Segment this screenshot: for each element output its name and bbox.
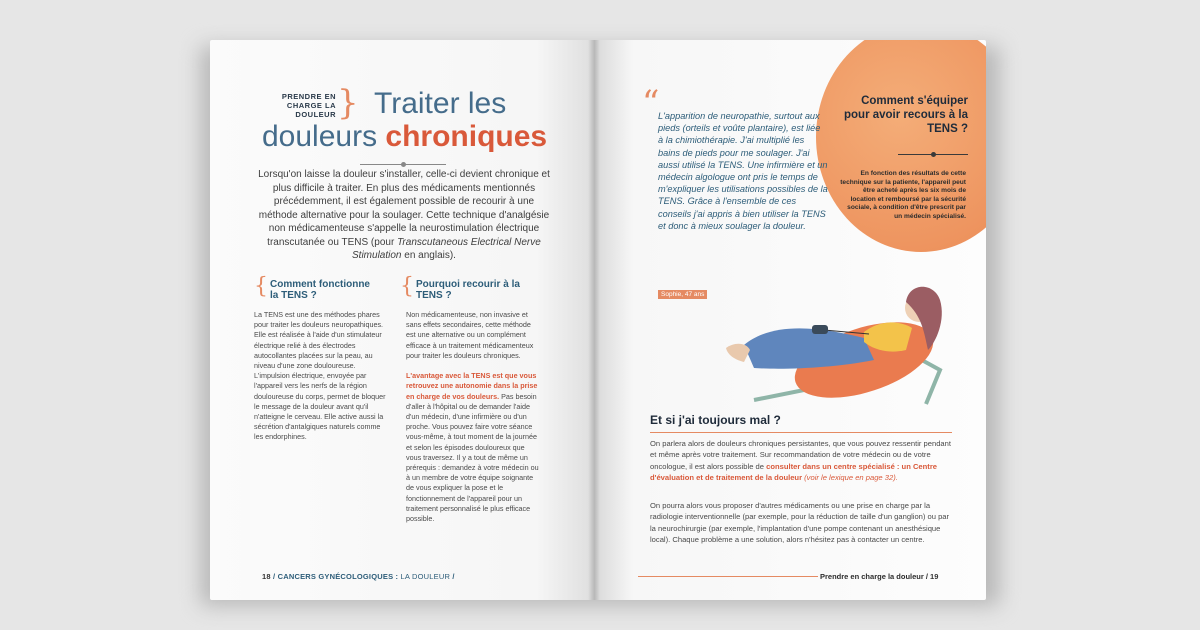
right-footer: Prendre en charge la douleur / 19 <box>820 572 939 581</box>
col1-heading: Comment fonctionne la TENS ? <box>270 279 370 301</box>
left-footer: 18 / CANCERS GYNÉCOLOGIQUES : LA DOULEUR / <box>262 572 455 581</box>
feet <box>726 344 750 362</box>
book-spine <box>588 40 600 600</box>
section-heading: Et si j'ai toujours mal ? <box>650 413 781 427</box>
testimonial-author: Sophie, 47 ans <box>658 290 707 299</box>
col2-text: Non médicamenteuse, non invasive et sans effets secondaires, cette méthode est une alternative ou un complément efficace à un traitement médicamenteux pour traiter les douleurs chroniques. L'avantage avec la TENS est que vous retrouvez une autonomie dans la prise en charge de vos douleurs. Pas besoin d'aller à l'hôpital ou de demander l'aide d'un médecin, d'une infirmière ou d'un proche. Vous pouvez faire votre séance vous-même, à tout moment de la journée et selon les épisodes douloureux que vous traversez. Il y a tout de même un prérequis : demandez à votre médecin ou à un membre de votre équipe soignante de vous expliquer la pose et le fonctionnement de l'appareil pour un traitement personnalisé le plus efficace possible. <box>406 310 539 524</box>
left-page <box>210 40 594 600</box>
intro-paragraph: Lorsqu'on laisse la douleur s'installer, celle-ci devient chronique et plus difficile à traiter. En plus des médicaments mentionnés précédemment, il est également possible de recourir à une méthode alternative pour la soulager. Cette technique d'analgésie non médicamenteuse s'appelle la neurostimulation électrique transcutanée ou TENS (pour Transcutaneous Electrical Nerve Stimulation en anglais). <box>258 169 550 261</box>
page-title-line2: douleurs chroniques <box>262 120 548 153</box>
col2-heading: Pourquoi recourir à la TENS ? <box>416 279 520 301</box>
page-title-line1: Traiter les <box>374 87 507 120</box>
info-box-divider <box>898 154 968 155</box>
section-paragraph-2: On pourra alors vous proposer d'autres médicaments ou une prise en charge par la radiologie interventionnelle (par exemple, pour la réduction de taille d'un ganglion) ou par la neurochirurgie (par exemple, l'implantation d'une pompe contenant un anesthésique local). Chaque problème a une solution, alors n'hésitez pas à contacter un centre. <box>650 501 950 545</box>
title-divider <box>360 164 446 165</box>
footer-line <box>638 576 818 577</box>
col1-text: La TENS est une des méthodes phares pour traiter les douleurs neuropathiques. Elle est réalisée à l'aide d'un stimulateur électrique relié à des électrodes autocollantes placées sur la peau, au niveau d'une zone douloureuse. L'impulsion électrique, envoyée par l'appareil vers les nerfs de la région douloureuse du corps, permet de bloquer le message de la douleur avant qu'il n'atteigne le cerveau. Elle active aussi la sécrétion d'antalgiques naturels comme les endorphines. <box>254 310 386 442</box>
section-underline <box>650 432 952 433</box>
section-tag: PRENDRE EN CHARGE LA DOULEUR <box>281 92 336 119</box>
info-box-title: Comment s'équiper pour avoir recours à la TENS ? <box>844 95 968 135</box>
col2-brace-icon: { <box>400 274 414 299</box>
quote-icon: “ <box>642 83 660 123</box>
info-box-text: En fonction des résultats de cette technique sur la patiente, l'appareil peut être acheté après les six mois de location et remboursé par la sécurité sociale, à condition d'être prescrit par un médecin spécialisé. <box>840 170 966 220</box>
testimonial-quote: L'apparition de neuropathie, surtout aux pieds (orteils et voûte plantaire), est liée à la chimiothérapie. J'ai multiplié les bains de pieds pour me soulager. J'ai aussi utilisé la TENS. Une infirmière et un médecin algologue ont pris le temps de m'expliquer les utilisations possibles de la TENS. Grâce à l'ensemble de ces conseils j'ai appris à bien utiliser la TENS et donc à mieux soulager la douleur. <box>658 111 828 231</box>
section-paragraph-1: On parlera alors de douleurs chroniques persistantes, que vous pouvez ressentir pendant et même après votre traitement. Sur recommandation de votre médecin ou de votre oncologue, il est alors possible de consulter dans un centre spécialisé : un Centre d'évaluation et de traitement de la douleur (voir le lexique en page 32). <box>650 439 951 483</box>
right-page <box>594 40 986 600</box>
patient-lounge-chair-illustration <box>714 250 954 410</box>
title-brace-icon: } <box>337 83 359 123</box>
col1-brace-icon: { <box>254 274 268 299</box>
tens-device <box>812 325 828 334</box>
